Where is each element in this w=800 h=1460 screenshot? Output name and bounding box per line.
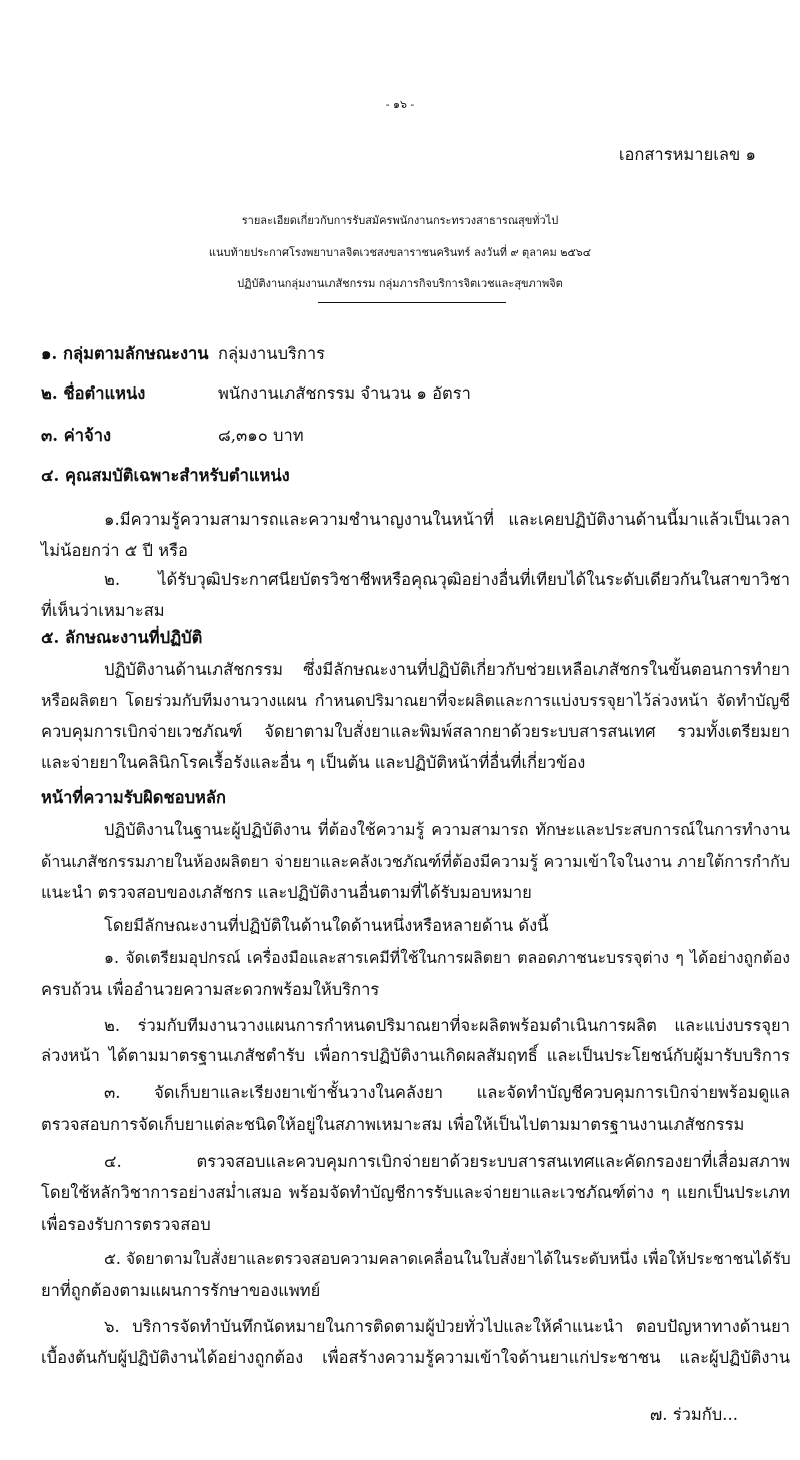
field-value-group: กลุ่มงานบริการ [218,344,326,363]
sec4-line-3: ๒. ได้รับวุฒิประกาศนียบัตรวิชาชีพหรือคุณวุฒิอย่างอื่นที่เทียบได้ในระดับเดียวกันในสาขาวิชา [104,570,790,589]
field-value-position: พนักงานเภสัชกรรม จำนวน ๑ อัตรา [218,384,471,403]
duty-item-5-line-2: ยาที่ถูกต้องตามแผนการรักษาของแพทย์ [41,1281,321,1300]
duty-item-3-line-1: ๓. จัดเก็บยาและเรียงยาเข้าชั้นวางในคลังยา และจัดทำบัญชีควบคุมการเบิกจ่ายพร้อมดูแล [104,1083,790,1102]
sec5-line-1: ปฏิบัติงานด้านเภสัชกรรม ซึ่งมีลักษณะงานที่ปฏิบัติเกี่ยวกับช่วยเหลือเภสัชกรในขั้นตอนการทำยา [104,660,790,679]
sec4-line-2: ไม่น้อยกว่า ๕ ปี หรือ [41,541,188,560]
duty-item-6-line-2: เบื้องต้นกับผู้ปฏิบัติงานได้อย่างถูกต้อง เพื่อสร้างความรู้ความเข้าใจด้านยาแก่ประชาชน และผู้ปฏิบัติงาน [41,1348,790,1367]
duty-item-4-line-1: ๔. ตรวจสอบและควบคุมการเบิกจ่ายยาด้วยระบบสารสนเทศและคัดกรองยาที่เสื่อมสภาพ [104,1152,790,1171]
duties-intro: โดยมีลักษณะงานที่ปฏิบัติในด้านใดด้านหนึ่งหรือหลายด้าน ดังนี้ [104,916,549,935]
duty-item-2-line-2: ล่วงหน้า ได้ตามมาตรฐานเภสัชตำรับ เพื่อการปฏิบัติงานเกิดผลสัมฤทธิ์ และเป็นประโยชน์กับผู้มารับบริการ [41,1046,790,1065]
sec5-line-3: ควบคุมการเบิกจ่ายเวชภัณฑ์ จัดยาตามใบสั่งยาและพิมพ์สลากยาด้วยระบบสารสนเทศ รวมทั้งเตรียมยา [41,722,790,741]
duty-item-1-line-1: ๑. จัดเตรียมอุปกรณ์ เครื่องมือและสารเคมีที่ใช้ในการผลิตยา ตลอดภาชนะบรรจุต่าง ๆ ได้อย่างถูกต้อง [104,948,790,967]
duty-item-4-line-2: โดยใช้หลักวิชาการอย่างสม่ำเสมอ พร้อมจัดทำบัญชีการรับและจ่ายยาและเวชภัณฑ์ต่าง ๆ แยกเป็นประเภท [41,1183,790,1202]
field-label-wage: ๓. ค่าจ้าง [41,426,112,445]
duty-item-6-line-1: ๖. บริการจัดทำบันทึกนัดหมายในการติดตามผู้ป่วยทั่วไปและให้คำแนะนำ ตอบปัญหาทางด้านยา [104,1317,790,1336]
duties-line-1: ปฏิบัติงานในฐานะผู้ปฏิบัติงาน ที่ต้องใช้ความรู้ ความสามารถ ทักษะและประสบการณ์ในการทำงาน [104,820,790,839]
sec5-line-4: และจ่ายยาในคลินิกโรคเรื้อรังและอื่น ๆ เป็นต้น และปฏิบัติหน้าที่อื่นที่เกี่ยวข้อง [41,753,586,772]
duty-item-1-line-2: ครบถ้วน เพื่ออำนวยความสะดวกพร้อมให้บริการ [41,980,380,999]
duty-item-3-line-2: ตรวจสอบการจัดเก็บยาแต่ละชนิดให้อยู่ในสภาพเหมาะสม เพื่อให้เป็นไปตามมาตรฐานงานเภสัชกรรม [41,1115,745,1134]
section-5-title: ๕. ลักษณะงานที่ปฏิบัติ [41,628,203,647]
duties-line-3: แนะนำ ตรวจสอบของเภสัชกร และปฏิบัติงานอื่นตามที่ได้รับมอบหมาย [41,883,532,902]
header-line-3: ปฏิบัติงานกลุ่มงานเภสัชกรรม กลุ่มภารกิจบริการจิตเวชและสุขภาพจิต [237,277,563,290]
sec5-line-2: หรือผลิตยา โดยร่วมกับทีมงานวางแผน กำหนดปริมาณยาที่จะผลิตและการแบ่งบรรจุยาไว้ล่วงหน้า จัดทำบัญชี [41,691,790,710]
continuation-note: ๗. ร่วมกับ... [649,1405,738,1424]
duty-item-2-line-1: ๒. ร่วมกับทีมงานวางแผนการกำหนดปริมาณยาที่จะผลิตพร้อมดำเนินการผลิต และแบ่งบรรจุยา [104,1016,790,1035]
duties-title: หน้าที่ความรับผิดชอบหลัก [41,788,227,807]
sec4-line-4: ที่เห็นว่าเหมาะสม [41,601,165,620]
duty-item-4-line-3: เพื่อรองรับการตรวจสอบ [41,1215,211,1234]
duties-line-2: ด้านเภสัชกรรมภายในห้องผลิตยา จ่ายยาและคลังเวชภัณฑ์ที่ต้องมีความรู้ ความเข้าใจในงาน ภายใต้การกำกับ [41,852,790,871]
field-label-position: ๒. ชื่อตำแหน่ง [41,384,146,403]
header-line-2: แนบท้ายประกาศโรงพยาบาลจิตเวชสงขลาราชนครินทร์ ลงวันที่ ๙ ตุลาคม ๒๕๖๔ [208,246,592,259]
page-number: - ๑๖ - [385,98,415,111]
duty-item-5-line-1: ๕. จัดยาตามใบสั่งยาและตรวจสอบความคลาดเคลื่อนในใบสั่งยาได้ในระดับหนึ่ง เพื่อให้ประชาชนได้รับ [104,1249,791,1268]
header-line-1: รายละเอียดเกี่ยวกับการรับสมัครพนักงานกระทรวงสาธารณสุขทั่วไป [241,214,559,227]
field-label-group: ๑. กลุ่มตามลักษณะงาน [41,344,209,363]
sec4-line-1: ๑.มีความรู้ความสามารถและความชำนาญงานในหน้าที่ และเคยปฏิบัติงานด้านนี้มาแล้วเป็นเวลา [104,510,790,529]
field-value-wage: ๘,๓๑๐ บาท [218,426,304,445]
header-divider [318,302,506,303]
document-reference: เอกสารหมายเลข ๑ [618,145,756,164]
section-4-title: ๔. คุณสมบัติเฉพาะสำหรับตำแหน่ง [41,466,290,485]
